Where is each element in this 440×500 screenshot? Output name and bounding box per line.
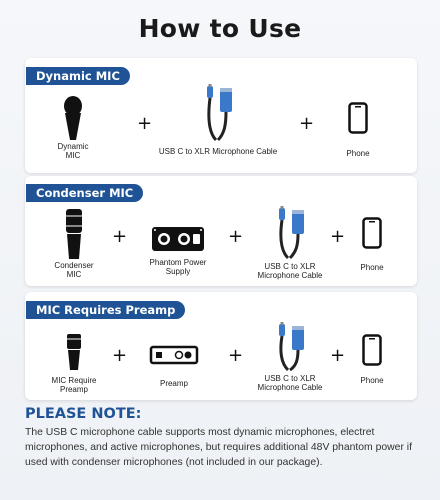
preamp-mic-icon (65, 334, 83, 370)
plus-sign: + (330, 226, 346, 247)
item-cable (245, 206, 335, 280)
usb-c-to-xlr-cable-icon (270, 322, 310, 374)
item-phone (336, 102, 380, 158)
preamp-icon (149, 345, 199, 365)
item-label: MIC Require Preamp (51, 376, 97, 394)
plus-sign: + (112, 345, 128, 366)
phone-icon (362, 217, 382, 249)
plus-sign: + (137, 113, 153, 134)
item-dynamic-mic (48, 96, 98, 160)
dynamic-mic-icon (58, 96, 88, 142)
usb-c-to-xlr-cable-icon (198, 84, 238, 144)
plus-sign: + (228, 226, 244, 247)
item-phone (350, 217, 394, 272)
page-title: How to Use (138, 14, 302, 43)
item-label: Phone (360, 263, 384, 272)
plus-sign: + (330, 345, 346, 366)
note-body: The USB C microphone cable supports most dynamic microphones, electret microphones, and active microphones, but requires additional 48V phantom power if used with condenser microphones (not included in our package). (25, 427, 412, 469)
condenser-mic-icon (63, 209, 85, 259)
item-preamp (136, 345, 212, 388)
item-label: Phone (346, 149, 370, 158)
item-label: Phone (360, 376, 384, 385)
note-title: PLEASE NOTE: (25, 406, 142, 422)
item-label: USB C to XLR Microphone Cable (158, 147, 278, 156)
item-condenser-mic (44, 209, 104, 279)
plus-sign: + (299, 113, 315, 134)
plus-sign: + (228, 345, 244, 366)
phantom-power-supply-icon (150, 225, 206, 253)
section-badge-condenser-mic: Condenser MIC (26, 184, 143, 202)
section-badge-dynamic-mic: Dynamic MIC (26, 67, 130, 85)
item-label: USB C to XLR Microphone Cable (257, 374, 323, 392)
phone-icon (348, 102, 368, 134)
item-label: Preamp (159, 379, 188, 388)
section-badge-mic-requires-preamp: MIC Requires Preamp (26, 301, 185, 319)
item-phantom-power (133, 225, 223, 276)
item-cable (158, 84, 278, 156)
item-cable (245, 322, 335, 392)
item-label: Dynamic MIC (57, 142, 89, 160)
usb-c-to-xlr-cable-icon (270, 206, 310, 262)
plus-sign: + (112, 226, 128, 247)
item-label: Condenser MIC (54, 261, 94, 279)
item-preamp-mic (44, 334, 104, 394)
phone-icon (362, 334, 382, 366)
item-label: USB C to XLR Microphone Cable (257, 262, 323, 280)
item-label: Phantom Power Supply (149, 258, 207, 276)
item-phone (350, 334, 394, 385)
